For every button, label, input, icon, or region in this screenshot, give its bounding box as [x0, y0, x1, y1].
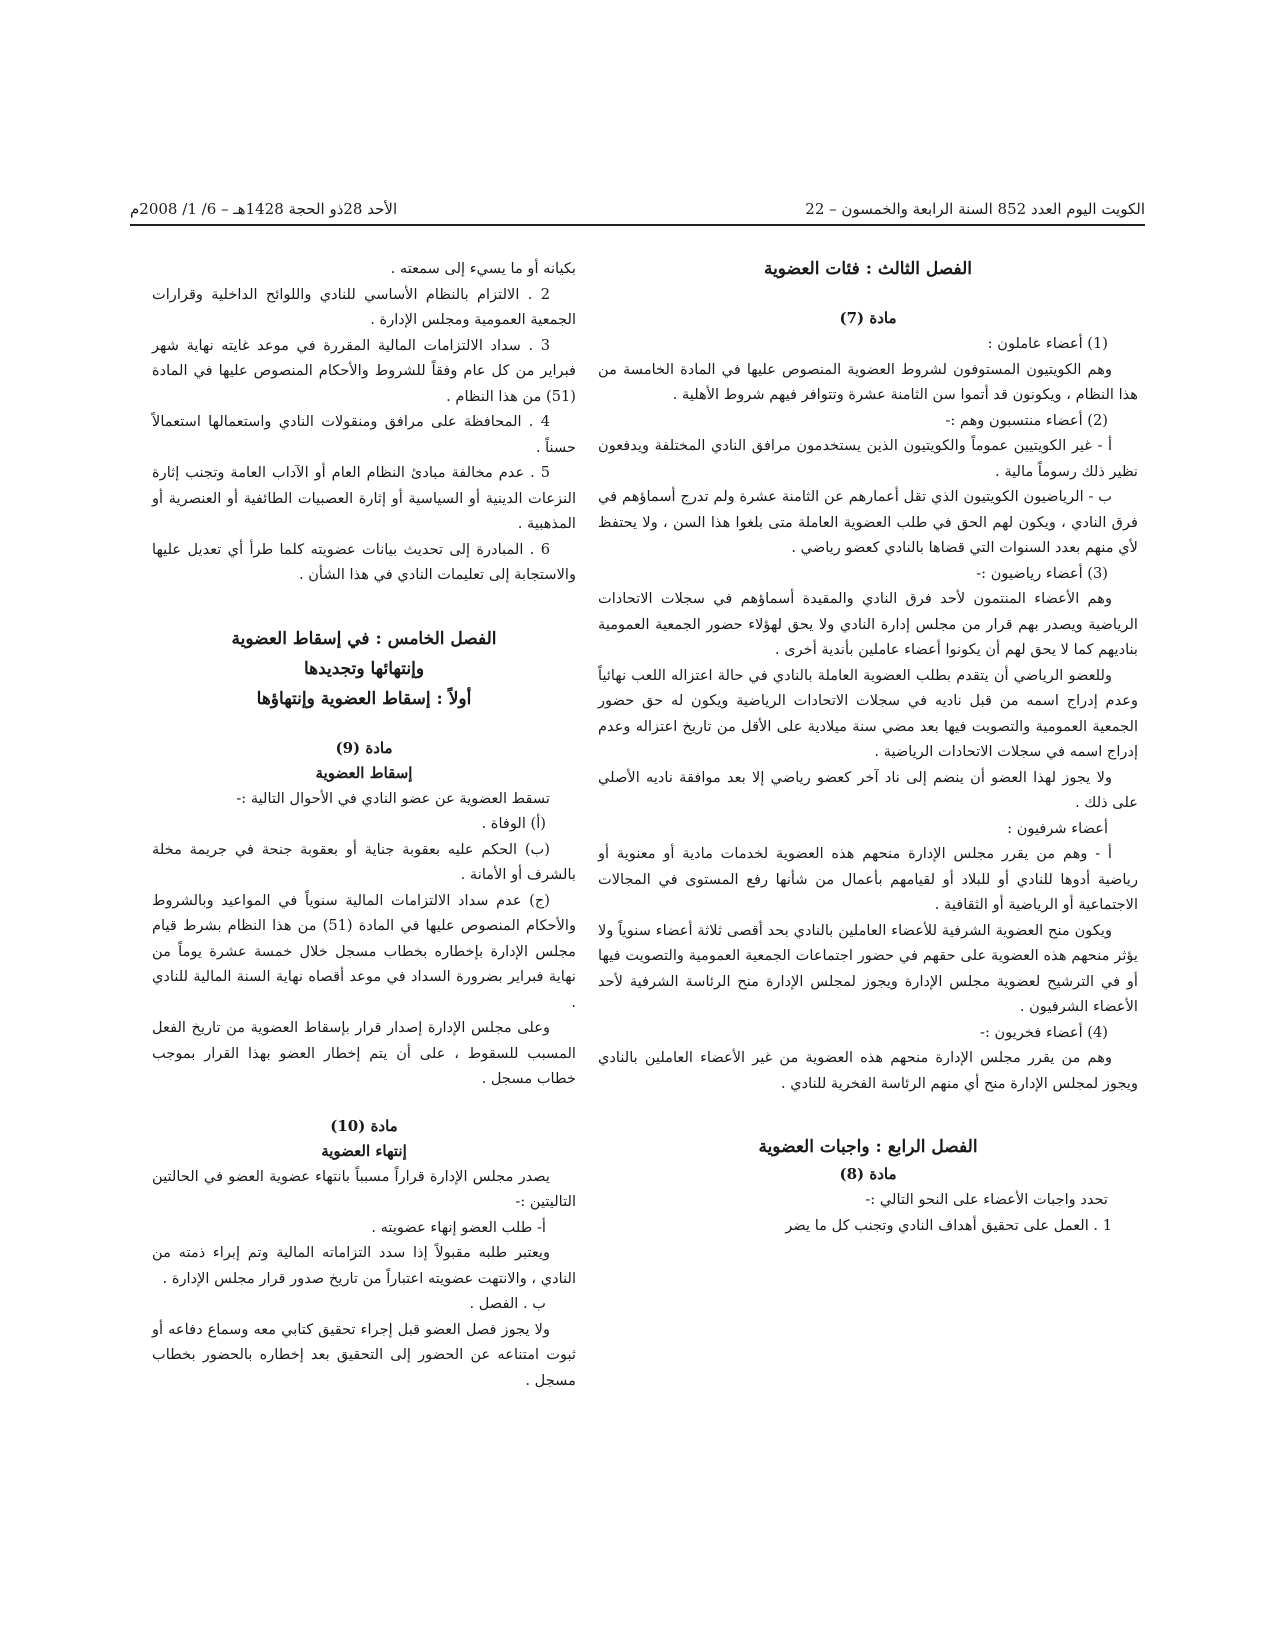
header-date: الأحد 28ذو الحجة 1428هـ – 6/ 1/ 2008م	[130, 200, 398, 218]
chapter-3-title: الفصل الثالث : فئات العضوية	[763, 259, 973, 279]
paragraph: (أ) الوفاة .	[481, 815, 546, 832]
chapter-5-title-line-3: أولاً : إسقاط العضوية وإنتهاؤها	[256, 688, 472, 709]
article-9-subtitle: إسقاط العضوية	[315, 763, 413, 782]
paragraph: 5 . عدم مخالفة مبادئ النظام العام أو الآداب العامة وتجنب إثارة النزعات الدينية أو السياسية أو إثارة العصبيات الطائفية أو العنصرية أو المذهبية .	[152, 464, 576, 532]
paragraph: أ - غير الكويتيين عموماً والكويتيون الذين يستخدمون مرافق النادي المختلفة ويدفعون نظير ذلك رسوماً مالية .	[598, 437, 1138, 480]
chapter-5-title-line-2: وإنتهائها وتجديدها	[303, 658, 425, 679]
paragraph: ولا يجوز فصل العضو قبل إجراء تحقيق كتابي معه وسماع دفاعه أو ثبوت امتناعه عن الحضور إلى التحقيق بعد إخطاره بالحضور بخطاب مسجل .	[152, 1320, 576, 1389]
paragraph: ولا يجوز لهذا العضو أن ينضم إلى ناد آخر كعضو رياضي إلا بعد موافقة ناديه الأصلي على ذلك .	[598, 768, 1138, 811]
paragraph: (ج) عدم سداد الالتزامات المالية سنوياً في المواعيد وبالشروط والأحكام المنصوص عليها في المادة (51) من هذا النظام بشرط قيام مجلس الإدارة بإخطاره بخطاب مسجل خلال خمسة عشرة يوماً من نهاية فبراير بضرورة السداد في موعد أقصاه نهاية السنة المالية للنادي .	[152, 891, 576, 1011]
header-divider	[130, 224, 1145, 226]
paragraph: (ب) الحكم عليه بعقوبة جناية أو بعقوبة جنحة في جريمة مخلة بالشرف أو الأمانة .	[152, 840, 576, 883]
paragraph: (3) أعضاء رياضيون :-	[976, 564, 1108, 582]
paragraph: ويعتبر طلبه مقبولاً إذا سدد التزاماته المالية وتم إبراء ذمته من النادي ، والانتهت عضويته اعتباراً من تاريخ صدور قرار مجلس الإدارة .	[152, 1244, 576, 1287]
paragraph: وهم الأعضاء المنتمون لأحد فرق النادي والمقيدة أسماؤهم في سجلات الاتحادات الرياضية ويصدر بهم قرار من مجلس إدارة النادي ولا يحق لهؤلاء حضور الجمعية العمومية بناديهم كما لا يحق لهم أن يكونوا أعضاء عاملين بأندية أخرى .	[598, 590, 1138, 658]
paragraph: ب . الفصل .	[469, 1295, 546, 1312]
chapter-4-title: الفصل الرابع : واجبات العضوية	[758, 1137, 978, 1157]
article-8-title: مادة (8)	[839, 1165, 897, 1183]
paragraph: (2) أعضاء منتسبون وهم :-	[945, 411, 1108, 429]
paragraph: 6 . المبادرة إلى تحديث بيانات عضويته كلما طرأ أي تعديل عليها والاستجابة إلى تعليمات النادي في هذا الشأن .	[152, 540, 576, 583]
paragraph: 1 . العمل على تحقيق أهداف النادي وتجنب كل ما يضر	[785, 1216, 1112, 1234]
paragraph: تحدد واجبات الأعضاء على النحو التالي :-	[865, 1191, 1108, 1208]
paragraph: وهم من يقرر مجلس الإدارة منحهم هذه العضوية من غير الأعضاء العاملين بالنادي ويجوز لمجلس الإدارة منح أي منهم الرئاسة الفخرية للنادي .	[598, 1049, 1138, 1092]
left-column	[152, 256, 576, 1393]
header-issue-info: الكويت اليوم العدد 852 السنة الرابعة والخمسون – 22	[805, 200, 1145, 218]
paragraph: بكيانه أو ما يسيء إلى سمعته .	[390, 260, 576, 277]
paragraph: أ - وهم من يقرر مجلس الإدارة منحهم هذه العضوية لخدمات مادية أو معنوية أو رياضية أدوها للنادي أو للبلاد أو لقيامهم بأعمال من شأنها رفع المستوى في المجالات الاجتماعية أو الرياضية أو الثقافية .	[598, 845, 1138, 913]
paragraph: (1) أعضاء عاملون :	[987, 335, 1108, 352]
paragraph: (4) أعضاء فخريون :-	[980, 1023, 1108, 1041]
chapter-5-title-line-1: الفصل الخامس : في إسقاط العضوية	[231, 628, 497, 649]
right-column	[598, 254, 1138, 1238]
paragraph: يصدر مجلس الإدارة قراراً مسبباً بانتهاء عضوية العضو في الحالتين التاليتين :-	[152, 1167, 576, 1210]
paragraph: 2 . الالتزام بالنظام الأساسي للنادي واللوائح الداخلية وقرارات الجمعية العمومية ومجلس الإدارة .	[152, 285, 576, 328]
paragraph: 4 . المحافظة على مرافق ومنقولات النادي واستعمالها استعمالاً حسناً .	[152, 413, 576, 456]
paragraph: وللعضو الرياضي أن يتقدم بطلب العضوية العاملة بالنادي في حالة اعتزاله اللعب نهائياً وعدم إدراج اسمه من قبل ناديه في سجلات الاتحادات الرياضية ويكون له حق حضور الجمعية العمومية والتصويت فيها بعد مضي سنة ميلادية على الأقل من تاريخ اعتزاله وعدم إدراج اسمه في سجلات الاتحادات الرياضية .	[598, 666, 1138, 760]
paragraph: وهم الكويتيون المستوفون لشروط العضوية المنصوص عليها في المادة الخامسة من هذا النظام ، ويكونون قد أتموا سن الثامنة عشرة وتتوافر فيهم شروط الأهلية .	[598, 360, 1138, 403]
paragraph: تسقط العضوية عن عضو النادي في الأحوال التالية :-	[236, 789, 550, 807]
paragraph: أعضاء شرفيون :	[1007, 819, 1108, 837]
paragraph: وعلى مجلس الإدارة إصدار قرار بإسقاط العضوية من تاريخ الفعل المسبب للسقوط ، على أن يتم إخطار العضو بهذا القرار بموجب خطاب مسجل .	[152, 1019, 576, 1087]
paragraph: ويكون منح العضوية الشرفية للأعضاء العاملين بالنادي بحد أقصى ثلاثة أعضاء سنوياً ولا يؤثر منحهم هذه العضوية على حقهم في حضور اجتماعات الجمعية العمومية والتصويت فيها أو في الترشيح لعضوية مجلس الإدارة ويجوز لمجلس الإدارة منح الرئاسة الشرفية لأحد الأعضاء الشرفيون .	[598, 921, 1138, 1015]
article-7-title: مادة (7)	[839, 309, 897, 327]
page-header	[130, 196, 1145, 222]
article-9-title: مادة (9)	[335, 738, 393, 757]
paragraph: أ- طلب العضو إنهاء عضويته .	[371, 1218, 546, 1236]
paragraph: 3 . سداد الالتزامات المالية المقررة في موعد غايته نهاية شهر فبراير من كل عام وفقاً للشروط والأحكام المنصوص عليها في المادة (51) من هذا النظام .	[152, 336, 576, 405]
paragraph: ب - الرياضيون الكويتيون الذي تقل أعمارهم عن الثامنة عشرة ولم تدرج أسماؤهم في فرق النادي ، ويكون لهم الحق في طلب العضوية العاملة متى بلغوا هذا السن ، ولا يحتفظ لأي منهم بعدد السنوات التي قضاها بالنادي كعضو رياضي .	[598, 488, 1138, 556]
article-10-subtitle: إنتهاء العضوية	[321, 1141, 407, 1160]
article-10-title: مادة (10)	[330, 1116, 398, 1135]
